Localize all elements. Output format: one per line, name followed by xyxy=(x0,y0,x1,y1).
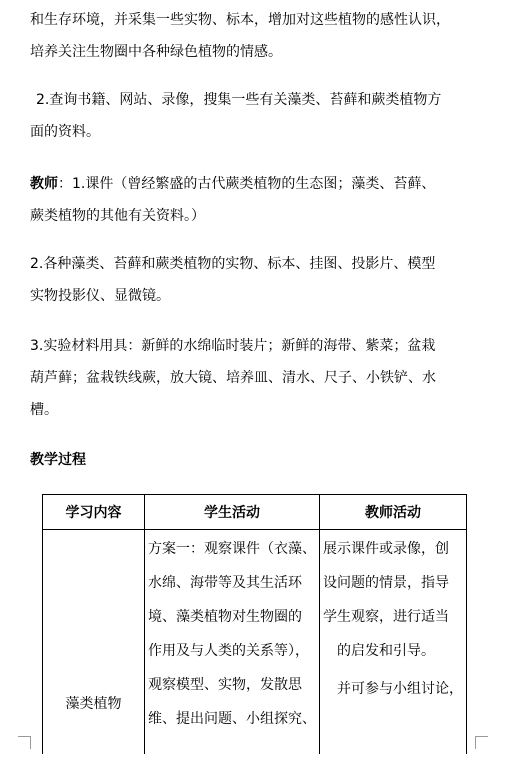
text-line: 和生存环境，并采集一些实物、标本，增加对这些植物的感性认识， xyxy=(30,12,450,28)
header-teacher-activity: 教师活动 xyxy=(320,495,467,530)
teacher-line: 学生观察，进行适当 xyxy=(323,609,449,625)
text-line: 蕨类植物的其他有关资料。） xyxy=(30,208,205,224)
student-line: 观察模型、实物，发散思 xyxy=(148,677,302,693)
teacher-line: 设问题的情景，指导 xyxy=(323,575,449,591)
text-line: 培养关注生物圈中各种绿色植物的情感。 xyxy=(30,44,282,60)
cell-topic xyxy=(43,530,145,755)
text-line: 2.查询书籍、网站、录像，搜集一些有关藻类、苔藓和蕨类植物方 xyxy=(36,92,442,108)
section-title: 教学过程 xyxy=(30,452,86,468)
text-line: 3.实验材料用具：新鲜的水绵临时装片；新鲜的海带、紫菜；盆栽 xyxy=(30,338,436,354)
teacher-label: 教师 xyxy=(30,176,58,192)
paragraph-intro xyxy=(30,4,480,68)
paragraph-lab-materials xyxy=(30,330,480,426)
teacher-line: 展示课件或录像，创 xyxy=(323,541,449,557)
page-corner-mark-right xyxy=(475,736,488,749)
text-line: 葫芦藓；盆栽铁线蕨，放大镜、培养皿、清水、尺子、小铁铲、水 xyxy=(30,370,436,386)
student-line: 境、藻类植物对生物圈的 xyxy=(148,609,302,625)
paragraph-research xyxy=(30,84,480,148)
text-line: 实物投影仪、显微镜。 xyxy=(30,288,170,304)
text-line: 面的资料。 xyxy=(30,124,100,140)
teaching-process-table xyxy=(42,494,467,754)
student-line: 水绵、海带等及其生活环 xyxy=(148,575,302,591)
table-row xyxy=(43,530,467,755)
teacher-line: 并可参与小组讨论， xyxy=(337,681,463,697)
student-line: 作用及与人类的关系等）， xyxy=(148,643,309,659)
text-line: 2.各种藻类、苔藓和蕨类植物的实物、标本、挂图、投影片、模型 xyxy=(30,256,436,272)
teacher-line: 的启发和引导。 xyxy=(337,643,435,659)
page-corner-mark-left xyxy=(18,736,31,749)
header-student-activity: 学生活动 xyxy=(145,495,320,530)
paragraph-teacher-materials xyxy=(30,168,480,232)
cell-teacher-activity xyxy=(320,530,467,755)
header-learning-content: 学习内容 xyxy=(43,495,145,530)
student-line: 方案一：观察课件（衣藻、 xyxy=(148,541,316,557)
paragraph-specimens xyxy=(30,248,480,312)
cell-student-activity xyxy=(145,530,320,755)
student-line: 维、提出问题、小组探究、 xyxy=(148,711,316,727)
topic-label: 藻类植物 xyxy=(65,696,122,712)
table-header-row xyxy=(43,495,467,530)
text-line: 槽。 xyxy=(30,402,58,418)
text-line: ：1.课件（曾经繁盛的古代蕨类植物的生态图；藻类、苔藓、 xyxy=(58,176,436,192)
